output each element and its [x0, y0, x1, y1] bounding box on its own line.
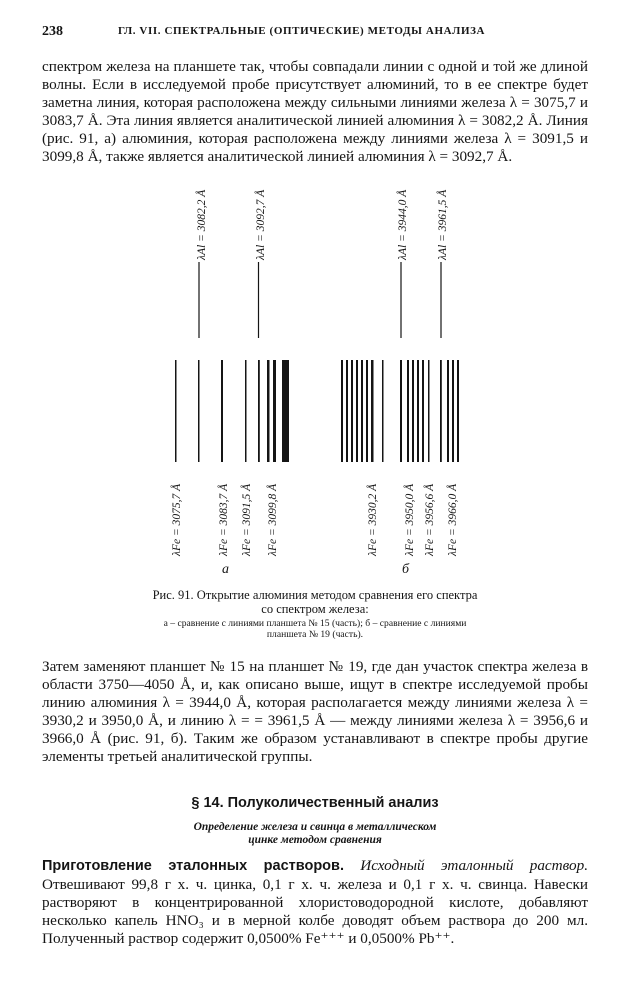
panel-b-al-line [440, 360, 442, 462]
panel-b-fe-label: λFe = 3930,2 Å [367, 483, 379, 556]
panel-b-fe-line [407, 360, 409, 462]
panel-a-line [282, 360, 289, 462]
running-title: ГЛ. VII. СПЕКТРАЛЬНЫЕ (ОПТИЧЕСКИЕ) МЕТОДЫ АНАЛИЗА [118, 25, 486, 37]
body-paragraph-2: Затем заменяют планшет № 15 на планшет № 19, где дан участок спектра железа в области 3750—4050 Å, и, как описано выше, ищут в спектре исследуемой пробы линию алюминия λ = 3944,0 Å, которая располагается между линиями железа λ = 3930,2 и 3950,0 Å, и линию λ = = 3961,5 Å — между линиями железа λ = 3956,6 и 3966,0 Å (рис. 91, б). Таким же образом устанавливают в спектре пробы другие элементы третьей аналитической группы. [42, 658, 588, 765]
panel-a-letter: а [222, 562, 229, 577]
panel-b-fe-line [428, 360, 430, 462]
panel-b-al-line [400, 360, 402, 462]
intro-paragraph: спектром железа на планшете так, чтобы совпадали линии с одной и той же длиной волны. Если в исследуемой пробе присутствует алюминий, то в ее спектре будет заметна линия, которая расположена между сильными линиями железа λ = 3075,7 и 3083,7 Å. Эта линия является аналитической линией алюминия λ = 3082,2 Å. Линия (рис. 91, а) алюминия, которая расположена между линиями железа λ = 3091,5 и 3099,8 Å, также является аналитической линией алюминия λ = 3092,7 Å. [42, 58, 588, 165]
panel-a-al-label: λAl = 3082,2 Å [196, 189, 208, 260]
panel-b-fe-label: λFe = 3966,0 Å [447, 483, 459, 556]
panel-a-al-label: λAl = 3092,7 Å [255, 189, 267, 260]
panel-a-fe-line [273, 360, 276, 462]
panel-b-line [457, 360, 459, 462]
panel-b-fe-line [447, 360, 449, 462]
subsection-title: Определение железа и свинца в металлическом цинке методом сравнения [193, 821, 437, 846]
panel-b-line [351, 360, 353, 462]
panel-a-al-line [198, 360, 200, 462]
panel-a-fe-line [175, 360, 177, 462]
panel-a-fe-label: λFe = 3083,7 Å [218, 483, 230, 556]
panel-b-line [356, 360, 358, 462]
panel-b-line [346, 360, 348, 462]
page-number: 238 [42, 24, 63, 39]
panel-b-al-label: λAl = 3944,0 Å [397, 189, 409, 260]
caption-subtitle: а – сравнение с линиями планшета № 15 (часть); б – сравнение с линиями планшета № 19 (часть). [163, 618, 467, 640]
panel-b-line [366, 360, 368, 462]
panel-a-line [267, 360, 270, 462]
panel-b-line [422, 360, 424, 462]
paragraph-lead-bold: Приготовление эталонных растворов. [42, 858, 344, 874]
panel-b-lines [341, 360, 459, 462]
panel-b-fe-line [371, 360, 374, 462]
figure-caption [150, 588, 480, 640]
panel-b-fe-label: λFe = 3956,6 Å [424, 483, 436, 556]
panel-a-fe-label: λFe = 3091,5 Å [241, 483, 253, 556]
panel-a-lines [175, 360, 289, 462]
panel-b-line [412, 360, 414, 462]
section-title: § 14. Полуколичественный анализ [191, 795, 439, 811]
panel-b-line [361, 360, 363, 462]
panel-b-al-label: λAl = 3961,5 Å [437, 189, 449, 260]
panel-a-al-line [258, 360, 260, 462]
panel-a-fe-label: λFe = 3075,7 Å [171, 483, 183, 556]
caption-title: Рис. 91. Открытие алюминия методом сравнения его спектра со спектром железа: [152, 588, 478, 616]
panel-a-fe-label: λFe = 3099,8 Å [267, 483, 279, 556]
panel-b-letter: б [402, 562, 410, 577]
panel-a-fe-line [245, 360, 247, 462]
panel-b-line [341, 360, 343, 462]
panel-a-fe-line [221, 360, 223, 462]
paragraph-lead-italic: Исходный эталонный раствор. [360, 857, 588, 874]
paragraph-text: Отвешивают 99,8 г х. ч. цинка, 0,1 г х. ч. железа и 0,1 г х. ч. свинца. Навески растворяют в концентрированной хлористоводородной кислоте, добавляют несколько капель HNO₃ и в мерной колбе доводят объем раствора до 200 мл. Полученный раствор содержит 0,0500% Fe⁺⁺⁺ и 0,0500% Pb⁺⁺. [42, 875, 588, 947]
panel-b-line [452, 360, 454, 462]
body-paragraph-3 [42, 857, 588, 948]
panel-b-fe-label: λFe = 3950,0 Å [404, 483, 416, 556]
panel-b-line [417, 360, 419, 462]
panel-b-line [382, 360, 384, 462]
